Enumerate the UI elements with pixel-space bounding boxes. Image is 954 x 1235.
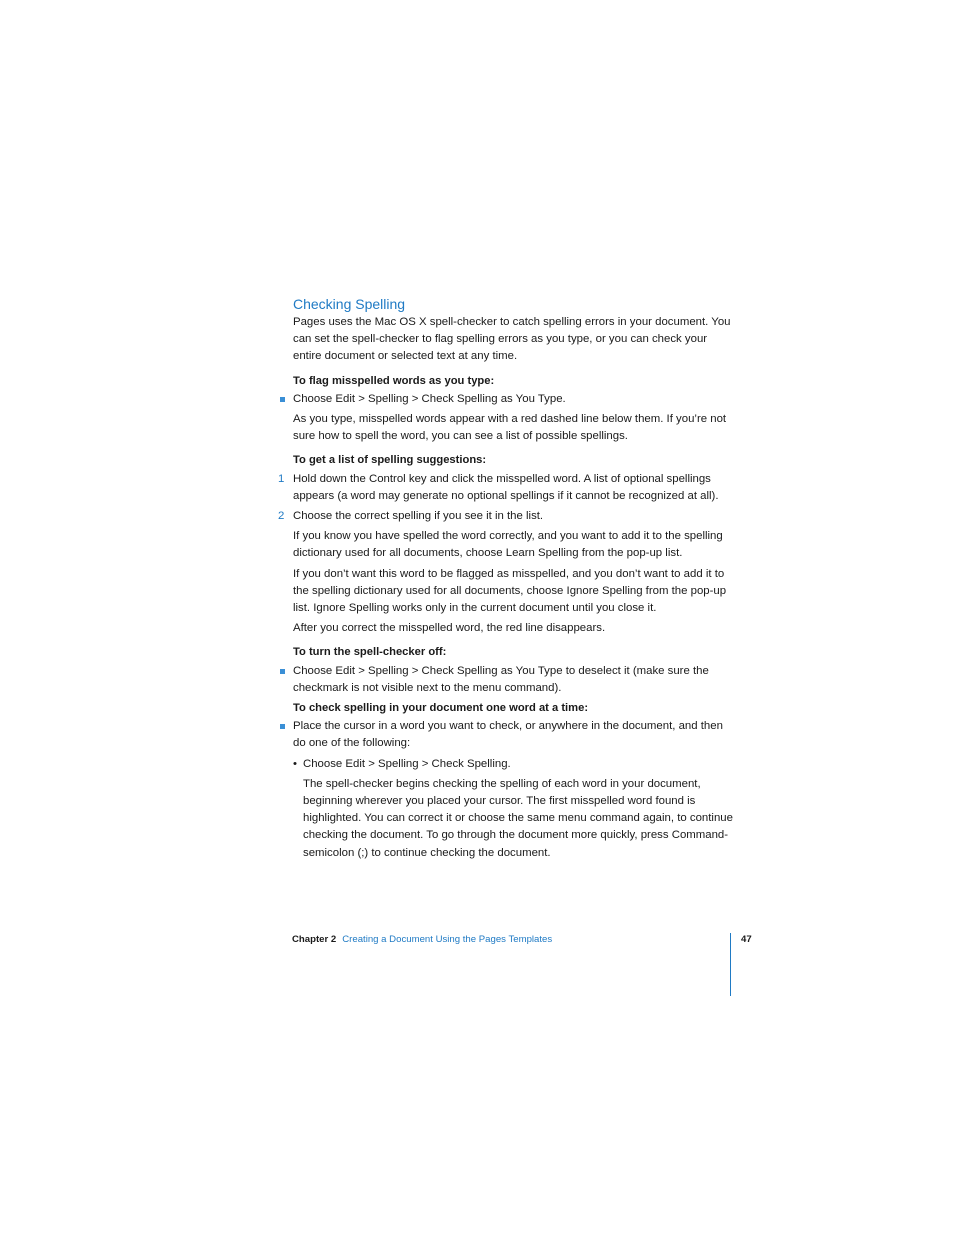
step-number: 1 bbox=[278, 472, 285, 485]
square-bullet-icon bbox=[280, 724, 285, 729]
page-number: 47 bbox=[741, 934, 752, 945]
step-text: Choose Edit > Spelling > Check Spelling as You Type to deselect it (make sure the checkmark is not visible next to the menu command). bbox=[293, 664, 709, 694]
step-number: 2 bbox=[278, 510, 285, 523]
square-bullet-icon bbox=[280, 397, 285, 402]
chapter-label: Chapter 2 bbox=[292, 934, 337, 945]
step-text: Choose the correct spelling if you see it in the list. bbox=[293, 510, 544, 523]
step-text: Hold down the Control key and click the misspelled word. A list of optional spellings appears (a word may generate no optional spellings if it cannot be recognized at all). bbox=[293, 472, 719, 502]
main-content bbox=[278, 295, 733, 862]
step-note: After you correct the misspelled word, the red line disappears. bbox=[293, 622, 606, 635]
step-note: If you know you have spelled the word correctly, and you want to add it to the spelling dictionary used for all documents, choose Learn Spelling from the pop-up list. bbox=[293, 530, 723, 560]
task-heading-flag: To flag misspelled words as you type: bbox=[293, 374, 495, 387]
page-footer bbox=[292, 933, 552, 947]
bullet-item bbox=[293, 718, 733, 752]
task-heading-one-word: To check spelling in your document one word at a time: bbox=[293, 702, 589, 715]
numbered-step bbox=[278, 471, 733, 505]
step-note: As you type, misspelled words appear with a red dashed line below them. If you’re not sure how to spell the word, you can see a list of possible spellings. bbox=[293, 413, 727, 443]
task-heading-turn-off: To turn the spell-checker off: bbox=[293, 646, 447, 659]
bullet-item bbox=[293, 663, 733, 697]
step-note: If you don’t want this word to be flagged as misspelled, and you don’t want to add it to the spelling dictionary used for all documents, choose Ignore Spelling from the pop-up list. Ignore Spelling works only in the current document until you close it. bbox=[293, 567, 727, 615]
sub-bullet-item bbox=[293, 756, 733, 773]
intro-paragraph: Pages uses the Mac OS X spell-checker to catch spelling errors in your document. You can set the spell-checker to flag spelling errors as you type, or you can check your entire document or selected text at any time. bbox=[293, 316, 731, 363]
footer-divider bbox=[730, 933, 731, 996]
numbered-step bbox=[278, 508, 733, 525]
task-heading-suggestions: To get a list of spelling suggestions: bbox=[293, 454, 487, 467]
bullet-item bbox=[293, 391, 733, 408]
chapter-title: Creating a Document Using the Pages Templates bbox=[342, 934, 553, 945]
section-heading: Checking Spelling bbox=[293, 296, 406, 312]
step-text: Place the cursor in a word you want to check, or anywhere in the document, and then do one of the following: bbox=[293, 720, 723, 750]
round-bullet-icon: • bbox=[293, 757, 297, 770]
square-bullet-icon bbox=[280, 669, 285, 674]
step-text: Choose Edit > Spelling > Check Spelling as You Type. bbox=[293, 392, 566, 405]
sub-step-text: Choose Edit > Spelling > Check Spelling. bbox=[303, 757, 511, 770]
sub-step-note: The spell-checker begins checking the spelling of each word in your document, beginning wherever you placed your cursor. The first misspelled word found is highlighted. You can correct it or choose the same menu command again, to continue checking the document. To go through the document more quickly, press Command-semicolon (;) to continue checking the document. bbox=[303, 777, 733, 859]
